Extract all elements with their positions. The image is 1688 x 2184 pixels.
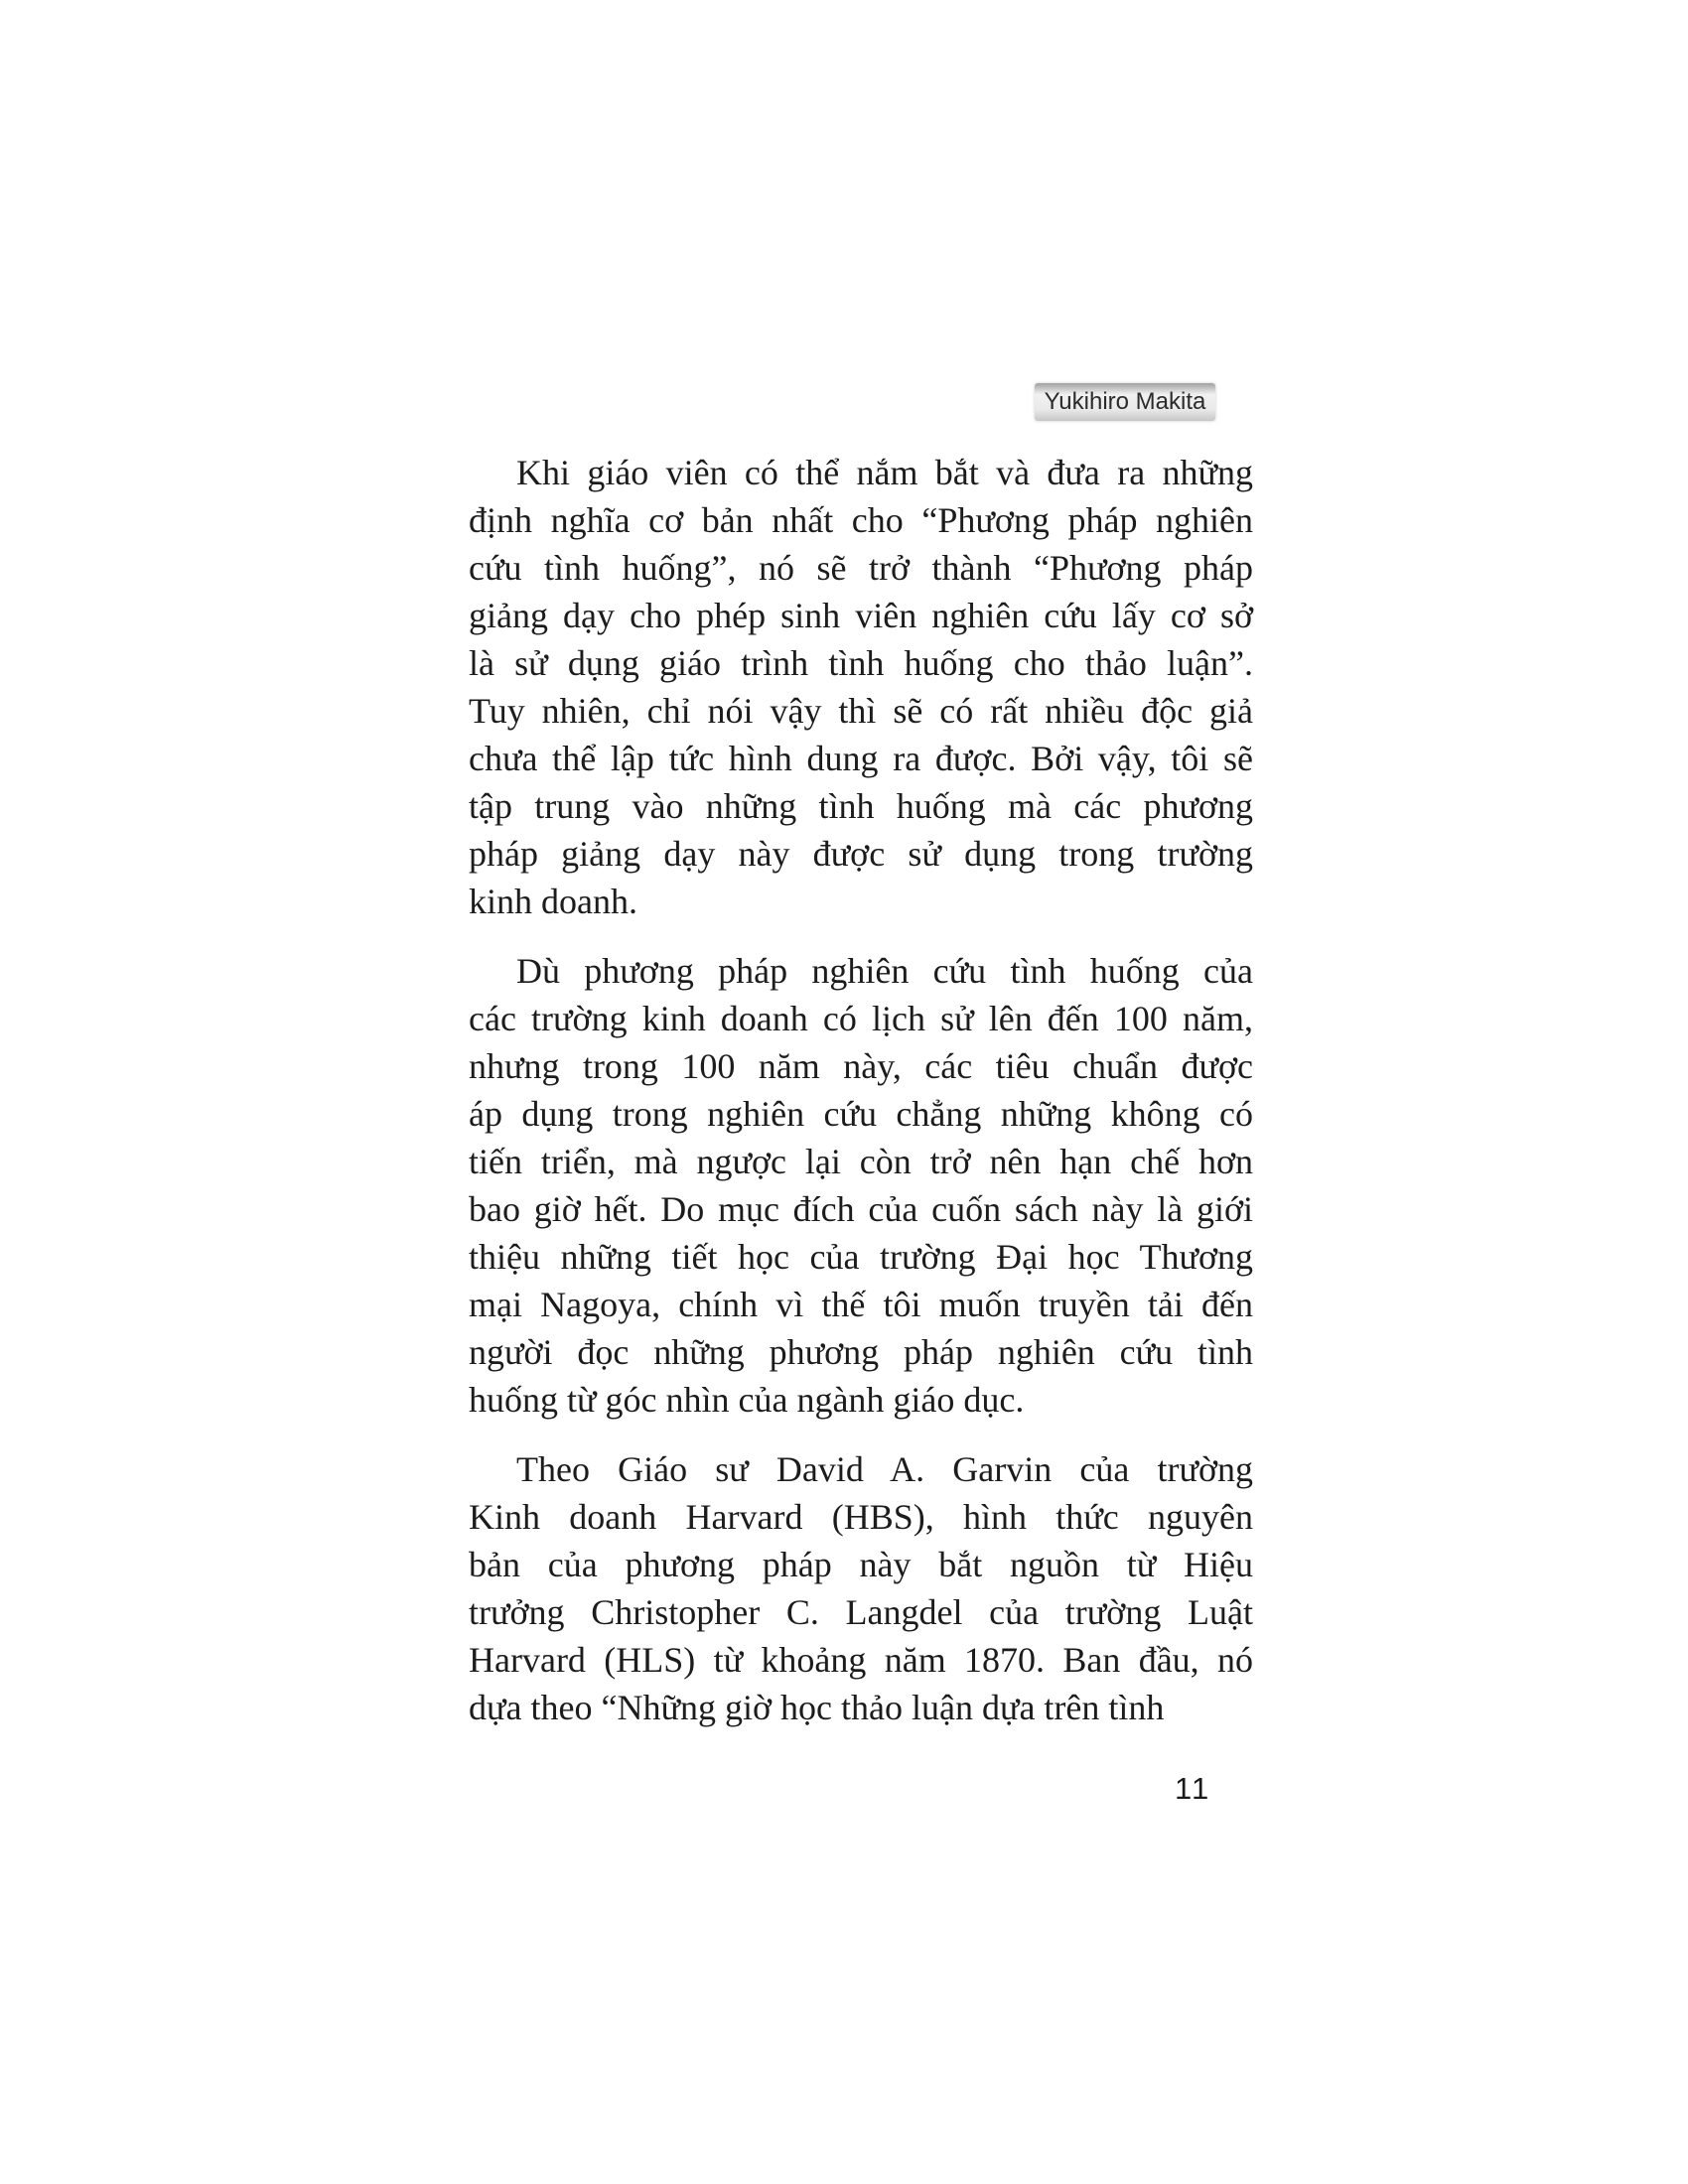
text-line: trưởng Christopher C. Langdel của trường Luật	[469, 1592, 1253, 1632]
text-line: áp dụng trong nghiên cứu chẳng những không có	[469, 1094, 1253, 1134]
text-line: chưa thể lập tức hình dung ra được. Bởi vậy, tôi sẽ	[469, 739, 1253, 778]
text-line: tiến triển, mà ngược lại còn trở nên hạn chế hơn	[469, 1142, 1253, 1181]
paragraph-3	[469, 1445, 1253, 1731]
running-header-bar	[1035, 383, 1215, 421]
text-line: giảng dạy cho phép sinh viên nghiên cứu lấy cơ sở	[469, 596, 1253, 635]
text-line: dựa theo “Những giờ học thảo luận dựa trên tình	[469, 1688, 1165, 1727]
text-line: pháp giảng dạy này được sử dụng trong trường	[469, 834, 1253, 874]
page-number: 11	[1175, 1771, 1211, 1806]
text-line: bản của phương pháp này bắt nguồn từ Hiệu	[469, 1545, 1253, 1584]
text-line: người đọc những phương pháp nghiên cứu tình	[469, 1332, 1253, 1372]
text-line: thiệu những tiết học của trường Đại học Thương	[469, 1237, 1253, 1277]
running-header-author: Yukihiro Makita	[1044, 388, 1206, 415]
text-line: là sử dụng giáo trình tình huống cho thảo luận”.	[469, 643, 1253, 683]
text-line: huống từ góc nhìn của ngành giáo dục.	[469, 1380, 1025, 1420]
text-line: nhưng trong 100 năm này, các tiêu chuẩn được	[469, 1046, 1253, 1086]
text-line: định nghĩa cơ bản nhất cho “Phương pháp nghiên	[469, 500, 1253, 540]
text-line: Theo Giáo sư David A. Garvin của trường	[516, 1449, 1253, 1489]
text-line: Khi giáo viên có thể nắm bắt và đưa ra những	[516, 453, 1253, 492]
text-line: tập trung vào những tình huống mà các phương	[469, 786, 1253, 826]
text-line: bao giờ hết. Do mục đích của cuốn sách này là giới	[469, 1189, 1253, 1229]
text-line: mại Nagoya, chính vì thế tôi muốn truyền tải đến	[469, 1285, 1253, 1324]
text-line: các trường kinh doanh có lịch sử lên đến 100 năm,	[469, 999, 1253, 1038]
text-line: kinh doanh.	[469, 882, 637, 921]
text-line: Dù phương pháp nghiên cứu tình huống của	[516, 951, 1253, 991]
text-line: cứu tình huống”, nó sẽ trở thành “Phương pháp	[469, 548, 1253, 588]
text-line: Tuy nhiên, chỉ nói vậy thì sẽ có rất nhiều độc giả	[469, 691, 1253, 731]
text-line: Harvard (HLS) từ khoảng năm 1870. Ban đầu, nó	[469, 1640, 1253, 1680]
body-text	[469, 449, 1253, 1731]
paragraph-2	[469, 947, 1253, 1424]
text-line: Kinh doanh Harvard (HBS), hình thức nguyên	[469, 1497, 1253, 1537]
paragraph-1	[469, 449, 1253, 925]
